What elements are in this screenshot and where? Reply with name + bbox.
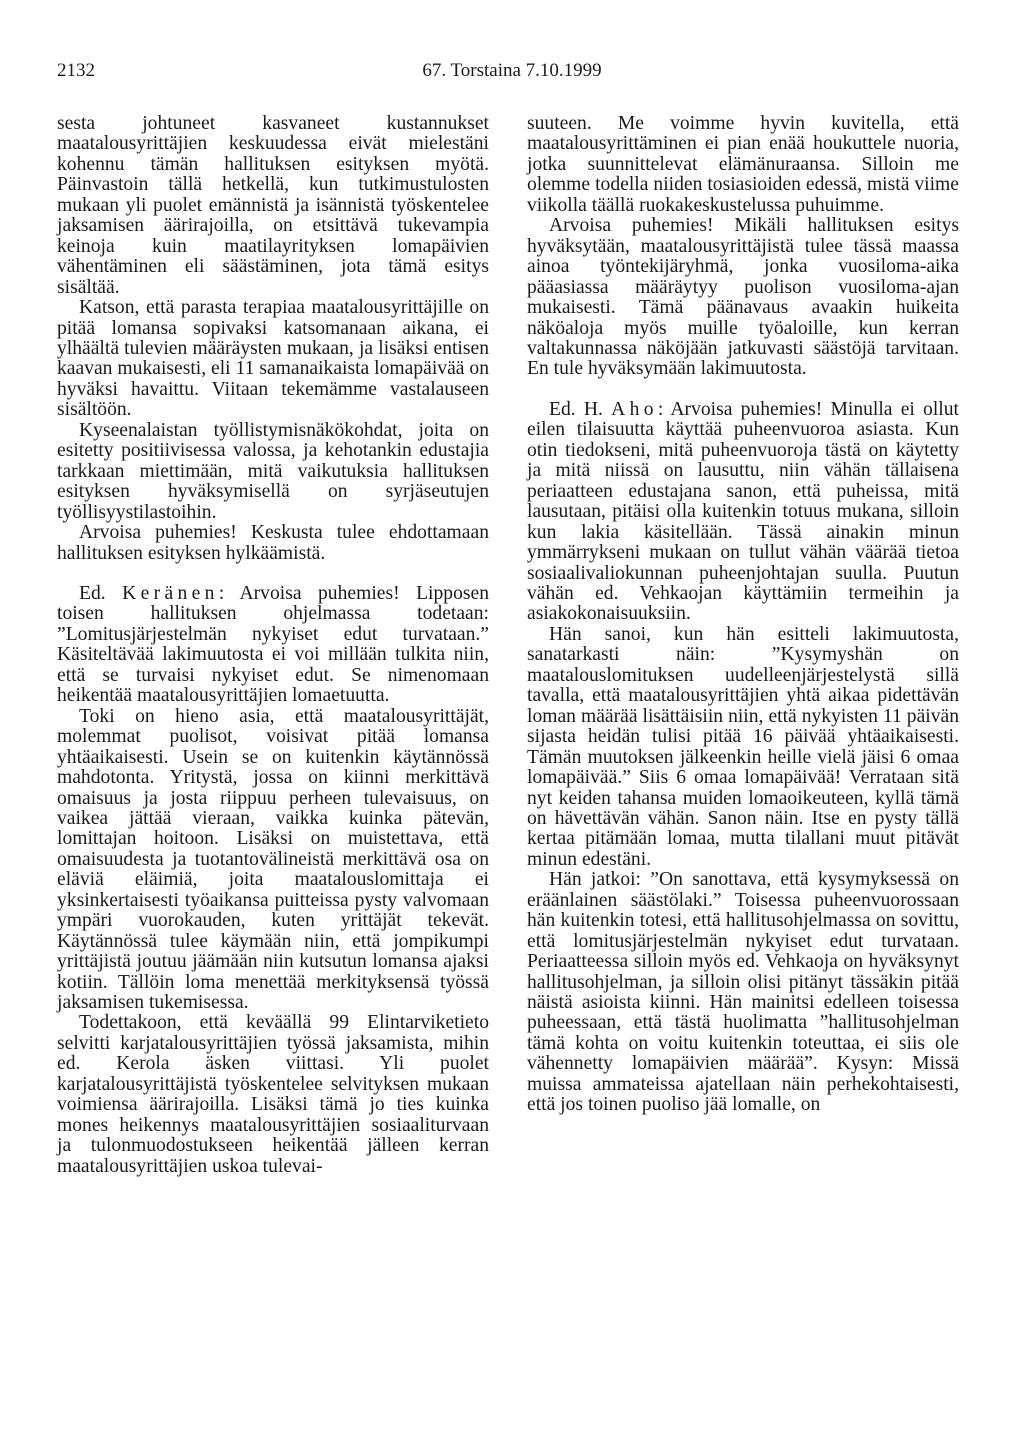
- speaker-prefix: Ed.: [79, 582, 106, 604]
- speaker-name: Keränen: [122, 582, 219, 604]
- speaker-paragraph: [57, 584, 489, 707]
- speaker-name: Aho: [611, 398, 658, 420]
- paragraph: sesta johtuneet kasvaneet kustannukset maatalousyrittäjien keskuudessa eivät mielestäni kohennu tämän hallituksen esityksen myötä. Päinvastoin tällä hetkellä, kun tutkimustulosten mukaan yli puolet emännistä ja isännistä työskentelee jaksamisen äärirajoilla, on etsittävä tukevampia keinoja kuin maatilayrityksen lomapäivien vähentäminen eli säästäminen, jota tämä esitys sisältää.: [57, 113, 489, 298]
- page-number: 2132: [57, 60, 95, 81]
- paragraph: Katson, että parasta terapiaa maatalousyrittäjille on pitää lomansa sopivaksi katsomanaan aikana, ei ylhäältä tulevien määräysten mukaan, ja lisäksi entisen kaavan mukaisesti, eli 11 samanaikaista lomapäivää on hyväksi havaittu. Viitaan tekemämme vastalauseen sisältöön.: [57, 297, 489, 421]
- right-column: [527, 114, 959, 1116]
- page-header-title: 67. Torstaina 7.10.1999: [422, 60, 602, 81]
- speech-text: : Arvoisa puhemies! Lipposen toisen hallituksen ohjelmassa todetaan: ”Lomitusjärjestelmän nykyiset edut turvataan.” Käsiteltävää lakimuutosta ei voi millään tulkita niin, että se turvaisi nykyiset edut. Se nimenomaan heikentää maatalousyrittäjien lomaetuutta.: [57, 582, 489, 707]
- paragraph: Todettakoon, että keväällä 99 Elintarviketieto selvitti karjatalousyrittäjien työssä jaksamista, mihin ed. Kerola äsken viittasi. Yli puolet karjatalousyrittäjistä työskentelee selvityksen mukaan voimiensa äärirajoilla. Lisäksi tämä jo ties kuinka mones heikennys maatalousyrittäjien sosiaaliturvaan ja tulonmuodostukseen heikentää jälleen kerran maatalousyrittäjien uskoa tulevai-: [57, 1012, 489, 1177]
- paragraph: Hän sanoi, kun hän esitteli lakimuutosta, sanatarkasti näin: ”Kysymyshän on maatalouslomituksen uudelleenjärjestelystä sillä tavalla, että maatalousyrittäjien yhtä aikaa pidettävän loman määrää lisättäisiin niin, että nykyisten 11 päivän sijasta heidän tulisi pitää 16 päivää yhtäaikaisesti. Tämän muutoksen jälkeenkin heille vielä jäisi 6 omaa lomapäivää.” Siis 6 omaa lomapäivää! Verrataan sitä nyt keiden tahansa muiden lomaoikeuteen, kyllä tämä on hävettävän vähän. Sanon näin. Itse en pysty tällä kertaa pitämään lomaa, mutta tilallani muut pitävät minun edestäni.: [527, 623, 959, 870]
- paragraph: Hän jatkoi: ”On sanottava, että kysymyksessä on eräänlainen säästölaki.” Toisessa puheenvuorossaan hän kuitenkin totesi, että hallitusohjelmassa on sovittu, että lomitusjärjestelmän nykyiset edut turvataan. Periaatteessa silloin myös ed. Vehkaoja on hyväksynyt hallitusohjelman, ja silloin olisi pitänyt tässäkin pitää näistä asioista kiinni. Hän mainitsi edelleen toisessa puheessaan, että tästä huolimatta ”hallitusohjelman tämä kohta on voitu kuitenkin toteuttaa, ei siis ole vähennetty lomapäivien määrää”. Kysyn: Missä muissa ammateissa ajatellaan näin perhekohtaisesti, että jos toinen puoliso jää lomalle, on: [527, 869, 959, 1116]
- left-column: [57, 114, 489, 1177]
- paragraph: Kyseenalaistan työllistymisnäkökohdat, joita on esitetty positiivisessa valossa, ja kehotankin edustajia tarkkaan miettimään, mitä vaikutuksia hallituksen esityksen hyväksymisellä on syrjäseutujen työllisyystilastoihin.: [57, 419, 489, 523]
- paragraph: Toki on hieno asia, että maatalousyrittäjät, molemmat puolisot, voisivat pitää lomansa yhtäaikaisesti. Usein se on kuitenkin käytännössä mahdotonta. Yritystä, jossa on kiinni merkittävä omaisuus ja josta riippuu perheen tulevaisuus, on vaikea jättää vieraan, vaikka kuinka pätevän, lomittajan hoitoon. Lisäksi on muistettava, että omaisuudesta ja tuotantovälineistä merkittävä osa on eläviä eläimiä, joita maatalouslomittaja ei yksinkertaisesti työaikansa puitteissa pysty valvomaan ympäri vuorokauden, kuten yrittäjät tekevät. Käytännössä tulee käymään niin, että jompikumpi yrittäjistä joutuu jäämään niin kutsutun lomansa ajaksi kotiin. Tällöin loma menettää merkityksensä työssä jaksamisen tukemisessa.: [57, 705, 489, 1014]
- speaker-prefix: Ed. H.: [549, 398, 603, 420]
- paragraph: Arvoisa puhemies! Mikäli hallituksen esitys hyväksytään, maatalousyrittäjistä tulee tässä maassa ainoa työntekijäryhmä, jonka vuosiloma-aika pääasiassa määräytyy puolison vuosiloma-ajan mukaisesti. Tämä päänavaus avaakin huikeita näköaloja myös muille työaloille, kun kerran valtakunnassa näköjään jatkuvasti säästöjä tarvitaan. En tule hyväksymään lakimuutosta.: [527, 215, 959, 380]
- speech-text: : Arvoisa puhemies! Minulla ei ollut eilen tilaisuutta käyttää puheenvuoroa asiasta. Kun otin tiedokseni, mitä puheenvuoroja tästä on käytetty ja mitä niissä on lausuttu, niin vähän tällaisena periaatteen edustajana sanon, että puheissa, mitä lausutaan, pitäisi olla kuitenkin totuus mukana, silloin kun lakia käsitellään. Tässä ainakin minun ymmärrykseni mukaan on tullut vähän väärää tietoa sosiaalivaliokunnan puheenjohtajan suulla. Puutun vähän ed. Vehkaojan käyttämiin termeihin ja asiakokonaisuuksiin.: [527, 398, 959, 625]
- paragraph: Arvoisa puhemies! Keskusta tulee ehdottamaan hallituksen esityksen hylkäämistä.: [57, 522, 489, 564]
- speaker-paragraph: [527, 400, 959, 625]
- paragraph: suuteen. Me voimme hyvin kuvitella, että maatalousyrittäminen ei pian enää houkuttele nuoria, jotka suunnittelevat elämänuraansa. Silloin me olemme todella niiden tosiasioiden edessä, mistä viime viikolla täällä ruokakeskustelussa puhuimme.: [527, 113, 959, 216]
